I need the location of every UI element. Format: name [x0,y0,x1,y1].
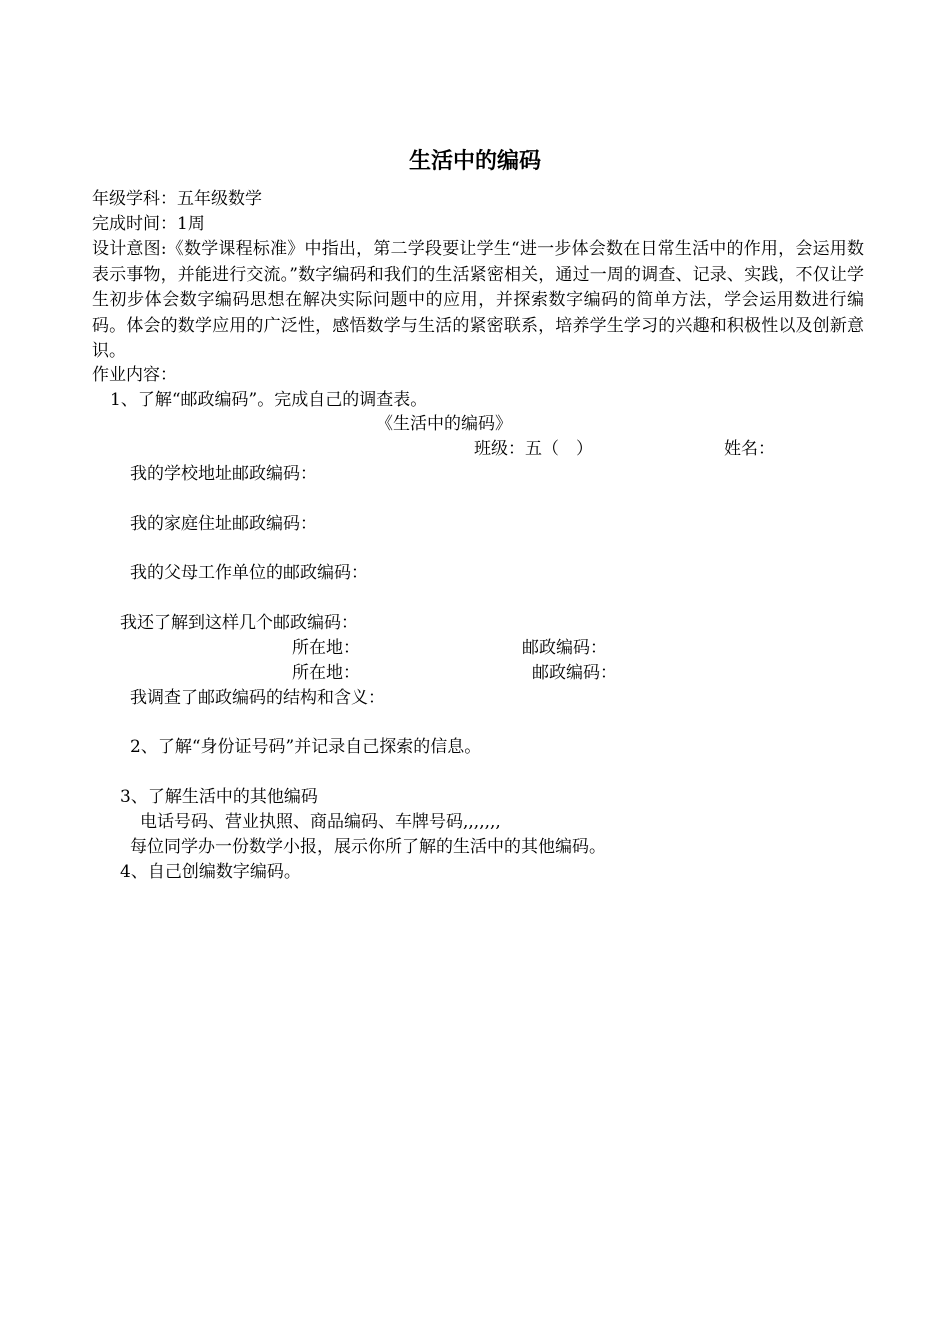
form-title: 《生活中的编码》 [376,414,512,434]
name-label: 姓名： [724,439,775,459]
task-2: 2、了解“身份证号码”并记录自己探索的信息。 [130,737,482,757]
postcode-label-1: 邮政编码： [522,638,607,658]
location-label-1: 所在地： [292,638,360,658]
postcode-label-2: 邮政编码： [532,663,617,683]
home-postcode-line: 我的家庭住址邮政编码： [130,514,317,534]
content-heading: 作业内容： [92,365,177,385]
other-code-examples: 电话号码、营业执照、商品编码、车牌号码,,,,,,, [140,812,501,832]
design-intent-paragraph: 设计意图:《数学课程标准》中指出，第二学段要让学生“进一步体会数在日常生活中的作用，会运用数表示事物，并能进行交流。”数字编码和我们的生活紧密相关，通过一周的调查、记录、实践，不仅让学生初步体会数字编码思想在解决实际问题中的应用，并探索数字编码的简单方法，学会运用数进行编码。体会的数学应用的广泛性，感悟数学与生活的紧密联系，培养学生学习的兴趣和积极性以及创新意识。 [92,239,864,361]
school-postcode-line: 我的学校地址邮政编码： [130,464,317,484]
document-title: 生活中的编码 [408,149,541,174]
postcode-structure-line: 我调查了邮政编码的结构和含义： [130,688,385,708]
task-3: 3、了解生活中的其他编码 [120,787,318,807]
task-1: 1、了解“邮政编码”。完成自己的调查表。 [110,390,428,410]
location-label-2: 所在地： [292,663,360,683]
newspaper-instruction: 每位同学办一份数学小报，展示你所了解的生活中的其他编码。 [130,837,606,857]
grade-subject: 年级学科：五年级数学 [92,189,262,209]
completion-time: 完成时间：1周 [92,214,205,234]
more-postcodes-line: 我还了解到这样几个邮政编码： [120,613,358,633]
task-4: 4、自己创编数字编码。 [120,862,301,882]
parent-postcode-line: 我的父母工作单位的邮政编码： [130,563,368,583]
class-label: 班级：五（ ） [474,439,593,459]
